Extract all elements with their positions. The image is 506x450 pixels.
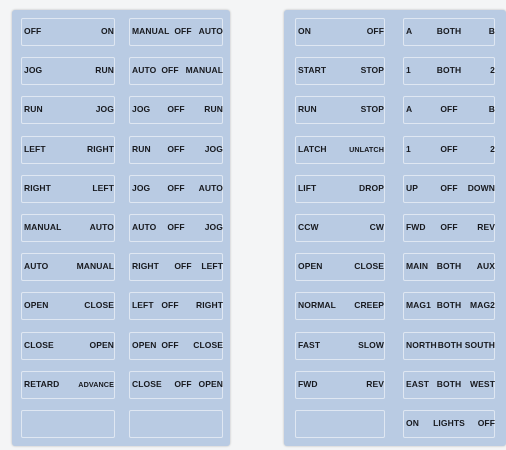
two-position-label xyxy=(18,367,118,403)
switch-legend-text: MAG1 xyxy=(406,300,431,311)
label-sheet-left xyxy=(12,10,230,446)
three-position-label xyxy=(400,288,498,324)
switch-legend-text: OFF xyxy=(167,182,185,193)
two-position-label xyxy=(18,249,118,285)
switch-legend-text: UP xyxy=(406,182,419,193)
two-position-label xyxy=(292,53,388,89)
switch-legend-text: START xyxy=(298,65,327,76)
three-position-label xyxy=(400,249,498,285)
label-row xyxy=(284,171,506,207)
label-row xyxy=(284,406,506,442)
three-position-label xyxy=(126,328,226,364)
two-position-label xyxy=(292,210,388,246)
label-row xyxy=(12,367,230,403)
two-position-label xyxy=(18,171,118,207)
label-row xyxy=(12,171,230,207)
three-position-label xyxy=(126,92,226,128)
switch-legend-text: LEFT xyxy=(24,143,46,154)
switch-legend-text: LIFT xyxy=(298,182,317,193)
switch-legend-text: OPEN xyxy=(298,261,323,272)
switch-legend-text: OFF xyxy=(477,418,495,428)
switch-legend-text: ON xyxy=(101,26,114,36)
switch-legend-text: MANUAL xyxy=(24,222,62,232)
switch-legend-text: RUN xyxy=(24,104,43,115)
switch-legend-text: LATCH xyxy=(298,143,327,154)
three-position-label xyxy=(400,132,498,168)
label-row xyxy=(12,132,230,168)
switch-legend-text: RUN xyxy=(95,65,114,76)
label-row xyxy=(12,249,230,285)
three-position-label xyxy=(400,171,498,207)
switch-legend-text: MAG2 xyxy=(470,300,495,311)
switch-legend-text: UNLATCH xyxy=(349,144,384,154)
switch-legend-text: DOWN xyxy=(467,182,495,193)
switch-legend-text: SLOW xyxy=(358,339,384,350)
switch-legend-text: FAST xyxy=(298,339,321,350)
switch-legend-text: RUN xyxy=(204,104,223,115)
three-position-label xyxy=(126,132,226,168)
switch-legend-text: OFF xyxy=(440,104,458,115)
switch-legend-text: OFF xyxy=(161,339,179,350)
switch-legend-text: A xyxy=(406,104,413,115)
label-row xyxy=(284,14,506,50)
switch-legend-text: 1 xyxy=(406,65,411,76)
label-row xyxy=(284,53,506,89)
switch-legend-text: CLOSE xyxy=(132,378,162,389)
switch-legend-text: OFF xyxy=(174,26,192,36)
switch-legend-text: MANUAL xyxy=(132,26,170,36)
switch-legend-text: RIGHT xyxy=(24,182,51,193)
switch-legend-text: OPEN xyxy=(89,339,114,350)
three-position-label xyxy=(126,171,226,207)
two-position-label xyxy=(18,210,118,246)
switch-legend-text: LIGHTS xyxy=(433,418,465,428)
two-position-label xyxy=(18,53,118,89)
switch-legend-text: OPEN xyxy=(198,378,223,389)
switch-legend-text: RUN xyxy=(132,143,151,154)
switch-legend-text: BOTH xyxy=(436,378,462,389)
switch-legend-text: CREEP xyxy=(354,300,384,311)
three-position-label xyxy=(400,14,498,50)
three-position-label xyxy=(126,249,226,285)
switch-legend-text: ADVANCE xyxy=(78,379,114,389)
two-position-label xyxy=(292,249,388,285)
two-position-label xyxy=(292,14,388,50)
three-position-label xyxy=(400,406,498,442)
switch-legend-text: NORTH xyxy=(406,339,437,350)
three-position-label xyxy=(126,367,226,403)
switch-legend-text: EAST xyxy=(406,378,430,389)
two-position-label xyxy=(292,171,388,207)
label-row xyxy=(284,367,506,403)
switch-legend-text: RIGHT xyxy=(196,300,223,311)
switch-legend-text: BOTH xyxy=(436,65,462,76)
switch-legend-text: OFF xyxy=(24,26,42,36)
three-position-label xyxy=(400,53,498,89)
switch-legend-text: WEST xyxy=(470,378,495,389)
switch-legend-text: OFF xyxy=(174,378,192,389)
switch-legend-text: SOUTH xyxy=(464,339,495,350)
switch-legend-text: CCW xyxy=(298,222,319,232)
switch-legend-text: OFF xyxy=(161,300,179,311)
switch-legend-text: AUX xyxy=(476,261,495,272)
switch-legend-text: OPEN xyxy=(24,300,49,311)
two-position-label xyxy=(292,406,388,442)
switch-legend-text: OFF xyxy=(440,143,458,154)
switch-legend-text: OFF xyxy=(167,104,185,115)
switch-legend-text: A xyxy=(406,26,413,36)
two-position-label xyxy=(292,328,388,364)
switch-legend-text: CW xyxy=(369,222,384,232)
two-position-label xyxy=(18,92,118,128)
switch-legend-text: LEFT xyxy=(92,182,114,193)
switch-legend-text: OFF xyxy=(167,143,185,154)
three-position-label xyxy=(126,406,226,442)
label-outline xyxy=(21,410,115,438)
switch-legend-text: CLOSE xyxy=(354,261,384,272)
switch-legend-text: OFF xyxy=(440,222,458,232)
switch-legend-text: ON xyxy=(298,26,311,36)
switch-legend-text: OPEN xyxy=(132,339,157,350)
switch-legend-text: LEFT xyxy=(201,261,223,272)
label-row xyxy=(12,406,230,442)
switch-legend-text: 1 xyxy=(406,143,411,154)
switch-legend-text: OFF xyxy=(366,26,384,36)
switch-legend-text: JOG xyxy=(132,182,151,193)
switch-legend-text: 2 xyxy=(490,65,495,76)
switch-legend-text: RIGHT xyxy=(132,261,159,272)
switch-legend-text: OFF xyxy=(440,182,458,193)
switch-legend-text: BOTH xyxy=(436,26,462,36)
label-row xyxy=(12,328,230,364)
two-position-label xyxy=(292,92,388,128)
switch-legend-text: REV xyxy=(477,222,495,232)
label-row xyxy=(12,14,230,50)
two-position-label xyxy=(18,14,118,50)
label-row xyxy=(284,210,506,246)
label-row xyxy=(12,92,230,128)
switch-legend-text: RIGHT xyxy=(87,143,114,154)
three-position-label xyxy=(126,288,226,324)
switch-legend-text: MANUAL xyxy=(76,261,114,272)
label-row xyxy=(12,53,230,89)
switch-legend-text: STOP xyxy=(360,65,384,76)
three-position-label xyxy=(126,210,226,246)
switch-legend-text: FWD xyxy=(298,378,318,389)
label-outline xyxy=(295,410,385,438)
switch-legend-text: AUTO xyxy=(132,222,157,232)
two-position-label xyxy=(18,328,118,364)
switch-legend-text: CLOSE xyxy=(84,300,114,311)
label-row xyxy=(284,328,506,364)
switch-legend-text: JOG xyxy=(204,143,223,154)
switch-legend-text: CLOSE xyxy=(193,339,223,350)
switch-legend-text: MANUAL xyxy=(185,65,223,76)
switch-legend-text: B xyxy=(488,104,495,115)
two-position-label xyxy=(18,288,118,324)
switch-legend-text: DROP xyxy=(359,182,384,193)
label-sheet-right xyxy=(284,10,506,446)
label-row xyxy=(12,288,230,324)
switch-legend-text: MAIN xyxy=(406,261,429,272)
three-position-label xyxy=(126,14,226,50)
three-position-label xyxy=(400,210,498,246)
switch-legend-text: 2 xyxy=(490,143,495,154)
switch-legend-text: CLOSE xyxy=(24,339,54,350)
two-position-label xyxy=(292,367,388,403)
switch-legend-text: OFF xyxy=(167,222,185,232)
label-row xyxy=(284,249,506,285)
switch-legend-text: AUTO xyxy=(89,222,114,232)
switch-legend-text: JOG xyxy=(24,65,43,76)
label-row xyxy=(12,210,230,246)
switch-legend-text: AUTO xyxy=(198,26,223,36)
switch-legend-text: BOTH xyxy=(436,261,462,272)
three-position-label xyxy=(400,328,498,364)
label-row xyxy=(284,132,506,168)
switch-legend-text: STOP xyxy=(360,104,384,115)
three-position-label xyxy=(400,92,498,128)
switch-legend-text: RUN xyxy=(298,104,317,115)
two-position-label xyxy=(18,406,118,442)
switch-legend-text: OFF xyxy=(161,65,179,76)
switch-legend-text: OFF xyxy=(174,261,192,272)
switch-legend-text: RETARD xyxy=(24,378,60,389)
switch-legend-text: BOTH xyxy=(436,300,462,311)
switch-legend-text: NORMAL xyxy=(298,300,336,311)
switch-legend-text: JOG xyxy=(132,104,151,115)
switch-legend-text: JOG xyxy=(204,222,223,232)
switch-legend-text: JOG xyxy=(95,104,114,115)
switch-legend-text: BOTH xyxy=(437,339,463,350)
switch-legend-text: REV xyxy=(366,378,384,389)
switch-legend-text: AUTO xyxy=(132,65,157,76)
label-outline xyxy=(129,410,223,438)
two-position-label xyxy=(292,132,388,168)
two-position-label xyxy=(18,132,118,168)
switch-legend-text: FWD xyxy=(406,222,426,232)
label-row xyxy=(284,288,506,324)
two-position-label xyxy=(292,288,388,324)
switch-legend-text: LEFT xyxy=(132,300,154,311)
switch-legend-text: AUTO xyxy=(24,261,49,272)
switch-legend-text: B xyxy=(488,26,495,36)
three-position-label xyxy=(400,367,498,403)
label-row xyxy=(284,92,506,128)
switch-legend-text: ON xyxy=(406,418,419,428)
switch-legend-text: AUTO xyxy=(198,182,223,193)
three-position-label xyxy=(126,53,226,89)
